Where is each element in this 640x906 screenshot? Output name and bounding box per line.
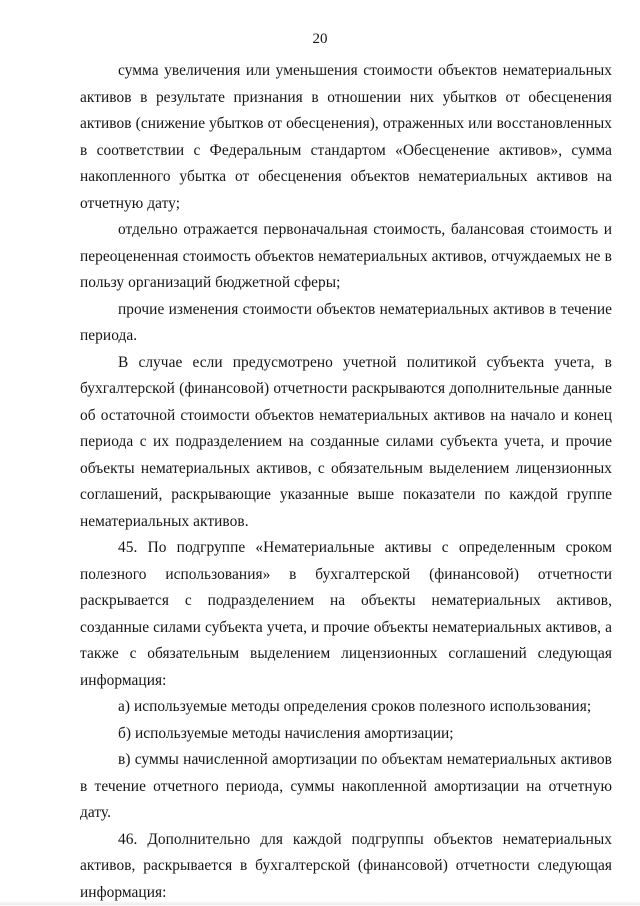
paragraph-item-46: 46. Дополнительно для каждой подгруппы объектов нематериальных активов, раскрывается в бухгалтерской (финансовой) отчетности следующая информация: — [80, 827, 612, 906]
scan-bottom-edge — [0, 901, 640, 905]
paragraph-other-changes: прочие изменения стоимости объектов нематериальных активов в течение периода. — [80, 297, 612, 350]
paragraph-impairment-sum: сумма увеличения или уменьшения стоимости объектов нематериальных активов в результате признания в отношении них убытков от обесценения активов (снижение убытков от обесценения), отраженных или восстановленных в соответствии с Федеральным стандартом «Обесценение активов», сумма накопленного убытка от обесценения объектов нематериальных активов на отчетную дату; — [80, 58, 612, 217]
paragraph-additional-data: В случае если предусмотрено учетной политикой субъекта учета, в бухгалтерской (финансовой) отчетности раскрываются дополнительные данные об остаточной стоимости объектов нематериальных активов на начало и конец периода с их подразделением на созданные силами субъекта учета, и прочие объекты нематериальных активов, с обязательным выделением лицензионных соглашений, раскрывающие указанные выше показатели по каждой группе нематериальных активов. — [80, 350, 612, 536]
paragraph-item-45: 45. По подгруппе «Нематериальные активы с определенным сроком полезного использования» в бухгалтерской (финансовой) отчетности раскрывается с подразделением на объекты нематериальных активов, созданные силами субъекта учета, и прочие объекты нематериальных активов, а также с обязательным выделением лицензионных соглашений следующая информация: — [80, 535, 612, 694]
page-number: 20 — [0, 30, 640, 48]
paragraph-item-45-a: а) используемые методы определения сроков полезного использования; — [80, 694, 612, 721]
paragraph-item-45-b: б) используемые методы начисления амортизации; — [80, 721, 612, 748]
document-body — [80, 58, 612, 906]
paragraph-item-45-c: в) суммы начисленной амортизации по объектам нематериальных активов в течение отчетного периода, суммы накопленной амортизации на отчетную дату. — [80, 747, 612, 827]
paragraph-alienated-assets: отдельно отражается первоначальная стоимость, балансовая стоимость и переоцененная стоимость объектов нематериальных активов, отчуждаемых не в пользу организаций бюджетной сферы; — [80, 217, 612, 297]
